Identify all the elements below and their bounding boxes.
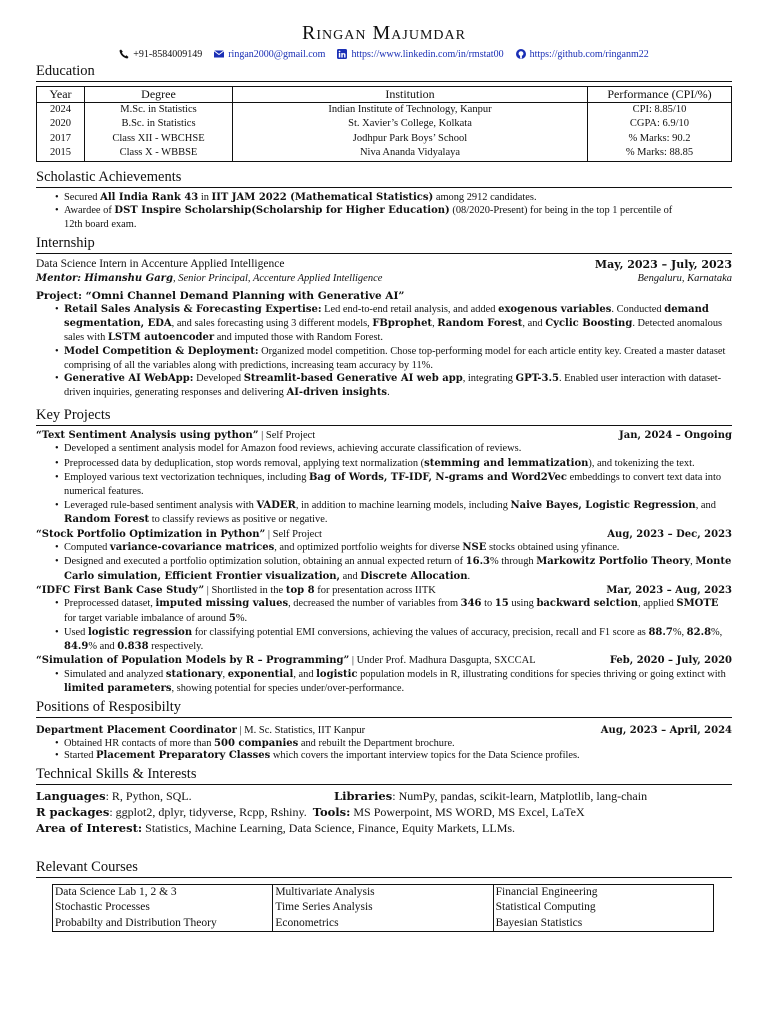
list-item: • Awardee of DST Inspire Scholarship(Scholarship for Higher Education) (08/2020-Present) for being in the top 1 percentile of 12th board exam. xyxy=(36,204,732,232)
list-item: • Secured All India Rank 43 in IIT JAM 2022 (Mathematical Statistics) among 2912 candidates. xyxy=(36,191,732,205)
courses-table xyxy=(52,884,714,933)
position-header: Department Placement Coordinator | M. Sc. Statistics, IIT Kanpur Aug, 2023 – April, 2024 xyxy=(36,725,732,737)
table-cell: Niva Ananda Vidyalaya xyxy=(233,146,588,161)
table-cell: 2020 xyxy=(37,117,85,132)
project-bullets xyxy=(36,597,732,654)
phone-icon xyxy=(119,49,129,59)
list-item: • Developed a sentiment analysis model for Amazon food reviews, achieving accurate classification of reviews. xyxy=(36,442,732,456)
project-title: “IDFC First Bank Case Study” xyxy=(36,584,205,596)
internship-project-title: Project: “Omni Channel Demand Planning with Generative AI” xyxy=(36,290,405,303)
section-title-education: Education xyxy=(36,62,732,82)
list-item: • Computed variance-covariance matrices, and optimized portfolio weights for diverse NSE stocks obtained using yfinance. xyxy=(36,541,732,555)
internship-role: Data Science Intern in Accenture Applied Intelligence xyxy=(36,257,285,270)
skills-row: Languages: R, Python, SQL. Libraries: NumPy, pandas, scikit-learn, Matplotlib, lang-chain xyxy=(36,788,648,803)
resume-page xyxy=(36,20,732,932)
table-row xyxy=(53,916,714,932)
internship-bullets xyxy=(36,303,732,400)
project-header: “Text Sentiment Analysis using python” | Self Project Jan, 2024 – Ongoing xyxy=(36,429,732,441)
table-cell: Indian Institute of Technology, Kanpur xyxy=(233,102,588,117)
linkedin-icon xyxy=(337,49,347,59)
internship-location: Bengaluru, Karnataka xyxy=(637,272,732,284)
skills-row: R packages: ggplot2, dplyr, tidyverse, Rcpp, Rshiny. Tools: MS Powerpoint, MS WORD, MS Excel, LaTeX xyxy=(36,804,585,819)
table-row xyxy=(37,146,732,161)
list-item: • Obtained HR contacts of more than 500 companies and rebuilt the Department brochure. xyxy=(36,738,732,751)
project-header: “Stock Portfolio Optimization in Python” | Self Project Aug, 2023 – Dec, 2023 xyxy=(36,528,732,540)
list-item: • Leveraged rule-based sentiment analysis with VADER, in addition to machine learning models, including Naive Bayes, Logistic Regression, and Random Forest to classify reviews as positive or negative. xyxy=(36,499,732,527)
table-header-row xyxy=(37,87,732,103)
table-cell: 2024 xyxy=(37,102,85,117)
project-header: “Simulation of Population Models by R – Programming” | Under Prof. Madhura Dasgupta, SXCCAL Feb, 2020 – July, 2020 xyxy=(36,655,732,667)
table-cell: Probabilty and Distribution Theory xyxy=(53,916,273,932)
table-cell: Data Science Lab 1, 2 & 3 xyxy=(53,884,273,900)
phone-contact[interactable] xyxy=(119,49,202,60)
table-cell: Multivariate Analysis xyxy=(273,884,493,900)
envelope-icon xyxy=(214,49,224,59)
section-title-positions: Positions of Resposibilty xyxy=(36,698,732,718)
scholastic-list xyxy=(36,191,732,232)
project-dates: Mar, 2023 – Aug, 2023 xyxy=(606,584,732,596)
contact-bar xyxy=(36,46,732,62)
project-bullets xyxy=(36,541,732,584)
linkedin-contact[interactable] xyxy=(337,49,503,60)
position-bullets xyxy=(36,738,732,763)
github-icon xyxy=(516,49,526,59)
table-header: Year xyxy=(37,87,85,103)
position-dates: Aug, 2023 – April, 2024 xyxy=(600,725,732,737)
linkedin-link[interactable]: https://www.linkedin.com/in/rmstat00 xyxy=(351,48,504,60)
project-dates: Feb, 2020 – July, 2020 xyxy=(609,655,732,667)
table-cell: % Marks: 88.85 xyxy=(588,146,732,161)
section-title-projects: Key Projects xyxy=(36,406,732,426)
table-row xyxy=(53,884,714,900)
mentor-title: , Senior Principal, Accenture Applied Intelligence xyxy=(172,272,383,284)
list-item: • Simulated and analyzed stationary, exponential, and logistic population models in R, illustrating conditions for species thriving or going extinct with limited parameters, showing potential for species under/over-performance. xyxy=(36,668,732,696)
internship-header xyxy=(36,257,732,272)
internship-dates: May, 2023 – July, 2023 xyxy=(594,257,732,271)
candidate-name: Ringan Majumdar xyxy=(302,22,466,44)
project-dates: Jan, 2024 – Ongoing xyxy=(619,429,732,441)
list-item: • Designed and executed a portfolio optimization solution, obtaining an annual expected return of 16.3% through Markowitz Portfolio Theory, Monte Carlo simulation, Efficient Frontier visualization, and Discrete Allocation. xyxy=(36,555,732,583)
internship-mentor-row xyxy=(36,272,732,286)
section-title-internship: Internship xyxy=(36,234,732,254)
table-cell: CPI: 8.85/10 xyxy=(588,102,732,117)
table-row xyxy=(37,102,732,117)
section-title-courses: Relevant Courses xyxy=(36,858,732,878)
table-cell: Econometrics xyxy=(273,916,493,932)
table-cell: Stochastic Processes xyxy=(53,900,273,916)
position-role: Department Placement Coordinator xyxy=(36,725,237,737)
project-title: “Stock Portfolio Optimization in Python” xyxy=(36,528,266,540)
table-cell: Bayesian Statistics xyxy=(493,916,713,932)
table-header: Institution xyxy=(233,87,588,103)
project-header: “IDFC First Bank Case Study” | Shortlisted in the top 8 for presentation across IITK Mar, 2023 – Aug, 2023 xyxy=(36,584,732,596)
table-cell: Jodhpur Park Boys’ School xyxy=(233,132,588,147)
table-cell: % Marks: 90.2 xyxy=(588,132,732,147)
table-cell: St. Xavier’s College, Kolkata xyxy=(233,117,588,132)
list-item: • Model Competition & Deployment: Organized model competition. Chose top-performing model for each article entity key. Created a master dataset comprising of all the variables along with predictions, increasing team accuracy by 11%. xyxy=(36,345,732,373)
list-item: • Preprocessed data by deduplication, stop words removal, applying text normalization (stemming and lemmatization), and tokenizing the text. xyxy=(36,457,732,471)
email-link[interactable]: ringan2000@gmail.com xyxy=(228,48,326,60)
project-dates: Aug, 2023 – Dec, 2023 xyxy=(607,528,732,540)
table-cell: B.Sc. in Statistics xyxy=(85,117,233,132)
table-cell: Class XII - WBCHSE xyxy=(85,132,233,147)
table-cell: CGPA: 6.9/10 xyxy=(588,117,732,132)
github-link[interactable]: https://github.com/ringanm22 xyxy=(529,48,649,60)
table-cell: Class X - WBBSE xyxy=(85,146,233,161)
list-item: • Employed various text vectorization techniques, including Bag of Words, TF-IDF, N-grams and Word2Vec embeddings to convert text data into numerical features. xyxy=(36,471,732,499)
list-item: • Preprocessed dataset, imputed missing values, decreased the number of variables from 346 to 15 using backward selction, applied SMOTE for target variable imbalance of around 5%. xyxy=(36,597,732,625)
education-table xyxy=(36,86,732,162)
table-cell: 2017 xyxy=(37,132,85,147)
skills-block xyxy=(36,788,732,836)
table-cell: Time Series Analysis xyxy=(273,900,493,916)
project-bullets xyxy=(36,668,732,696)
mentor-name: Mentor: Himanshu Garg xyxy=(36,272,173,284)
table-header: Performance (CPI/%) xyxy=(588,87,732,103)
table-row xyxy=(37,117,732,132)
email-contact[interactable] xyxy=(214,49,325,60)
table-cell: M.Sc. in Statistics xyxy=(85,102,233,117)
project-bullets xyxy=(36,442,732,527)
table-cell: Financial Engineering xyxy=(493,884,713,900)
list-item: • Used logistic regression for classifying potential EMI conversions, achieving the values of accuracy, precision, recall and F1 score as 88.7%, 82.8%, 84.9% and 0.838 respectively. xyxy=(36,626,732,654)
table-header: Degree xyxy=(85,87,233,103)
project-title: “Simulation of Population Models by R – Programming” xyxy=(36,655,350,667)
section-title-scholastic: Scholastic Achievements xyxy=(36,168,732,188)
list-item: • Retail Sales Analysis & Forecasting Expertise: Led end-to-end retail analysis, and added exogenous variables. Conducted demand segmentation, EDA, and sales forecasting using 3 different models, FBprophet, Random Forest, and Cyclic Boosting. Detected anomalous sales with LSTM autoencoder and imputed those with Random Forest. xyxy=(36,303,732,344)
table-cell: 2015 xyxy=(37,146,85,161)
list-item: • Started Placement Preparatory Classes which covers the important interview topics for the Data Science profiles. xyxy=(36,750,732,763)
project-title: “Text Sentiment Analysis using python” xyxy=(36,429,259,441)
table-row xyxy=(37,132,732,147)
phone-number: +91-8584009149 xyxy=(133,48,203,60)
table-cell: Statistical Computing xyxy=(493,900,713,916)
skills-row: Area of Interest: Statistics, Machine Learning, Data Science, Finance, Equity Markets, LLMs. xyxy=(36,820,516,835)
table-row xyxy=(53,900,714,916)
github-contact[interactable] xyxy=(516,49,649,60)
section-title-skills: Technical Skills & Interests xyxy=(36,765,732,785)
list-item: • Generative AI WebApp: Developed Streamlit-based Generative AI web app, integrating GPT-3.5. Enabled user interaction with dataset-driven inquiries, generating responses and delivering AI-driven insights. xyxy=(36,372,732,400)
